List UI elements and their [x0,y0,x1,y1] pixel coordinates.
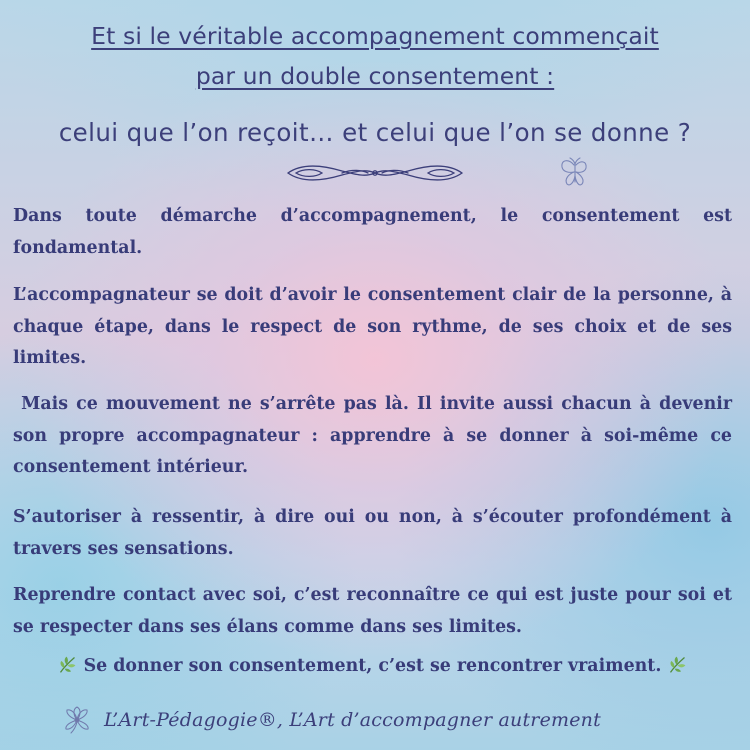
herb-leaf-icon [667,654,688,675]
closing-text: Se donner son consentement, c’est se rencontrer vraiment. [83,656,662,676]
paragraph-2: L’accompagnateur se doit d’avoir le consentement clair de la personne, à chaque étape, dans le respect de son rythme, de ses choix et de ses limites. [13,285,732,368]
title-line-2: par un double consentement : [195,62,555,90]
closing-line [13,651,732,683]
paragraph-4: S’autoriser à ressentir, à dire oui ou non, à s’écouter profondément à travers ses sensations. [13,507,732,559]
herb-leaf-icon [57,654,78,675]
title-line-1: Et si le véritable accompagnement commençait [91,22,659,50]
paragraph-5: Reprendre contact avec soi, c’est reconnaître ce qui est juste pour soi et se respecter dans ses élans comme dans ses limites. [13,585,732,637]
flower-icon [60,705,94,735]
ornament-divider-icon [282,159,468,187]
signature-text: L’Art-Pédagogie®, L’Art d’accompagner autrement [104,709,601,731]
paragraph-3: Mais ce mouvement ne s’arrête pas là. Il invite aussi chacun à devenir son propre accompagnateur : apprendre à se donner à soi-même ce consentement intérieur. [13,394,739,477]
footer-signature [60,704,601,736]
subtitle-question: celui que l’on reçoit… et celui que l’on se donne ? [58,118,692,147]
paragraph-1: Dans toute démarche d’accompagnement, le consentement est fondamental. [13,206,732,258]
butterfly-icon [557,155,593,191]
